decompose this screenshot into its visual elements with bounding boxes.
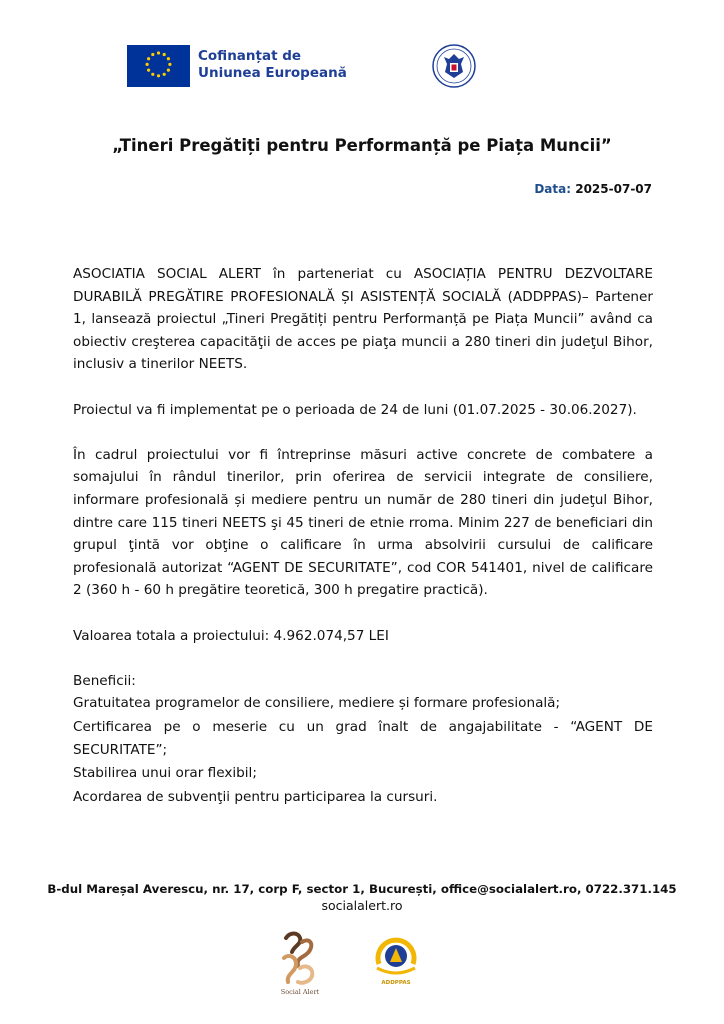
footer-website[interactable]: socialalert.ro (321, 898, 403, 913)
benefit-item: Acordarea de subvenţii pentru participarea la cursuri. (73, 788, 438, 805)
benefit-item: Stabilirea unui orar flexibil; (73, 765, 257, 782)
eu-line2: Uniunea Europeană (198, 65, 347, 81)
social-alert-logo-icon (272, 928, 328, 990)
benefit-item: Gratuitatea programelor de consiliere, mediere și formare profesională; (73, 695, 561, 712)
footer-address: B-dul Mareșal Averescu, nr. 17, corp F, sector 1, București, office@socialalert.ro, 0722.371.145 (47, 882, 677, 896)
date-value: 2025-07-07 (575, 182, 652, 196)
document-date (534, 182, 652, 196)
eu-flag-logo (127, 45, 190, 87)
social-alert-caption: Social Alert (280, 988, 320, 996)
paragraph-period: Proiectul va fi implementat pe o perioada de 24 de luni (01.07.2025 - 30.06.2027). (73, 401, 637, 418)
paragraph-intro: ASOCIATIA SOCIAL ALERT în parteneriat cu ASOCIAȚIA PENTRU DEZVOLTARE DURABILĂ PREGĂTIRE PROFESIONALĂ ȘI ASISTENȚĂ SOCIALĂ (ADDPPAS)– Partener 1, lansează proiectul „Tineri Pregătiți pentru Performanță pe Piața Muncii” având ca obiectiv creşterea capacităţii de acces pe piaţa muncii a 280 tineri din judeţul Bihor, inclusiv a tinerilor NEETS. (73, 266, 653, 373)
eu-cofinance-text (198, 48, 347, 82)
benefits-heading: Beneficii: (73, 672, 136, 689)
date-label: Data: (534, 182, 572, 196)
document-body (73, 263, 653, 809)
addppas-logo-icon (371, 936, 421, 980)
addppas-caption: ADDPPAS (381, 980, 411, 986)
benefit-item: Certificarea pe o meserie cu un grad înalt de angajabilitate - “AGENT DE SECURITATE”; (73, 718, 653, 759)
government-seal-icon (432, 44, 476, 88)
paragraph-measures: În cadrul proiectului vor fi întreprinse măsuri active concrete de combatere a somajului în rândul tinerilor, prin oferirea de servicii integrate de consiliere, informare profesională și mediere pentru un număr de 280 tineri din judeţul Bihor, dintre care 115 tineri NEETS şi 45 tineri de etnie rroma. Minim 227 de beneficiari din grupul ţintă vor obţine o calificare în urma absolvirii cursului de calificare profesională autorizat “AGENT DE SECURITATE”, cod COR 541401, nivel de calificare 2 (360 h - 60 h pregătire teoretică, 300 h pregatire practică). (73, 446, 653, 599)
eu-line1: Cofinanțat de (198, 48, 302, 64)
paragraph-value: Valoarea totala a proiectului: 4.962.074,57 LEI (73, 627, 389, 644)
document-title: „Tineri Pregătiți pentru Performanță pe Piața Muncii” (112, 136, 612, 155)
eu-stars-icon (127, 45, 190, 87)
